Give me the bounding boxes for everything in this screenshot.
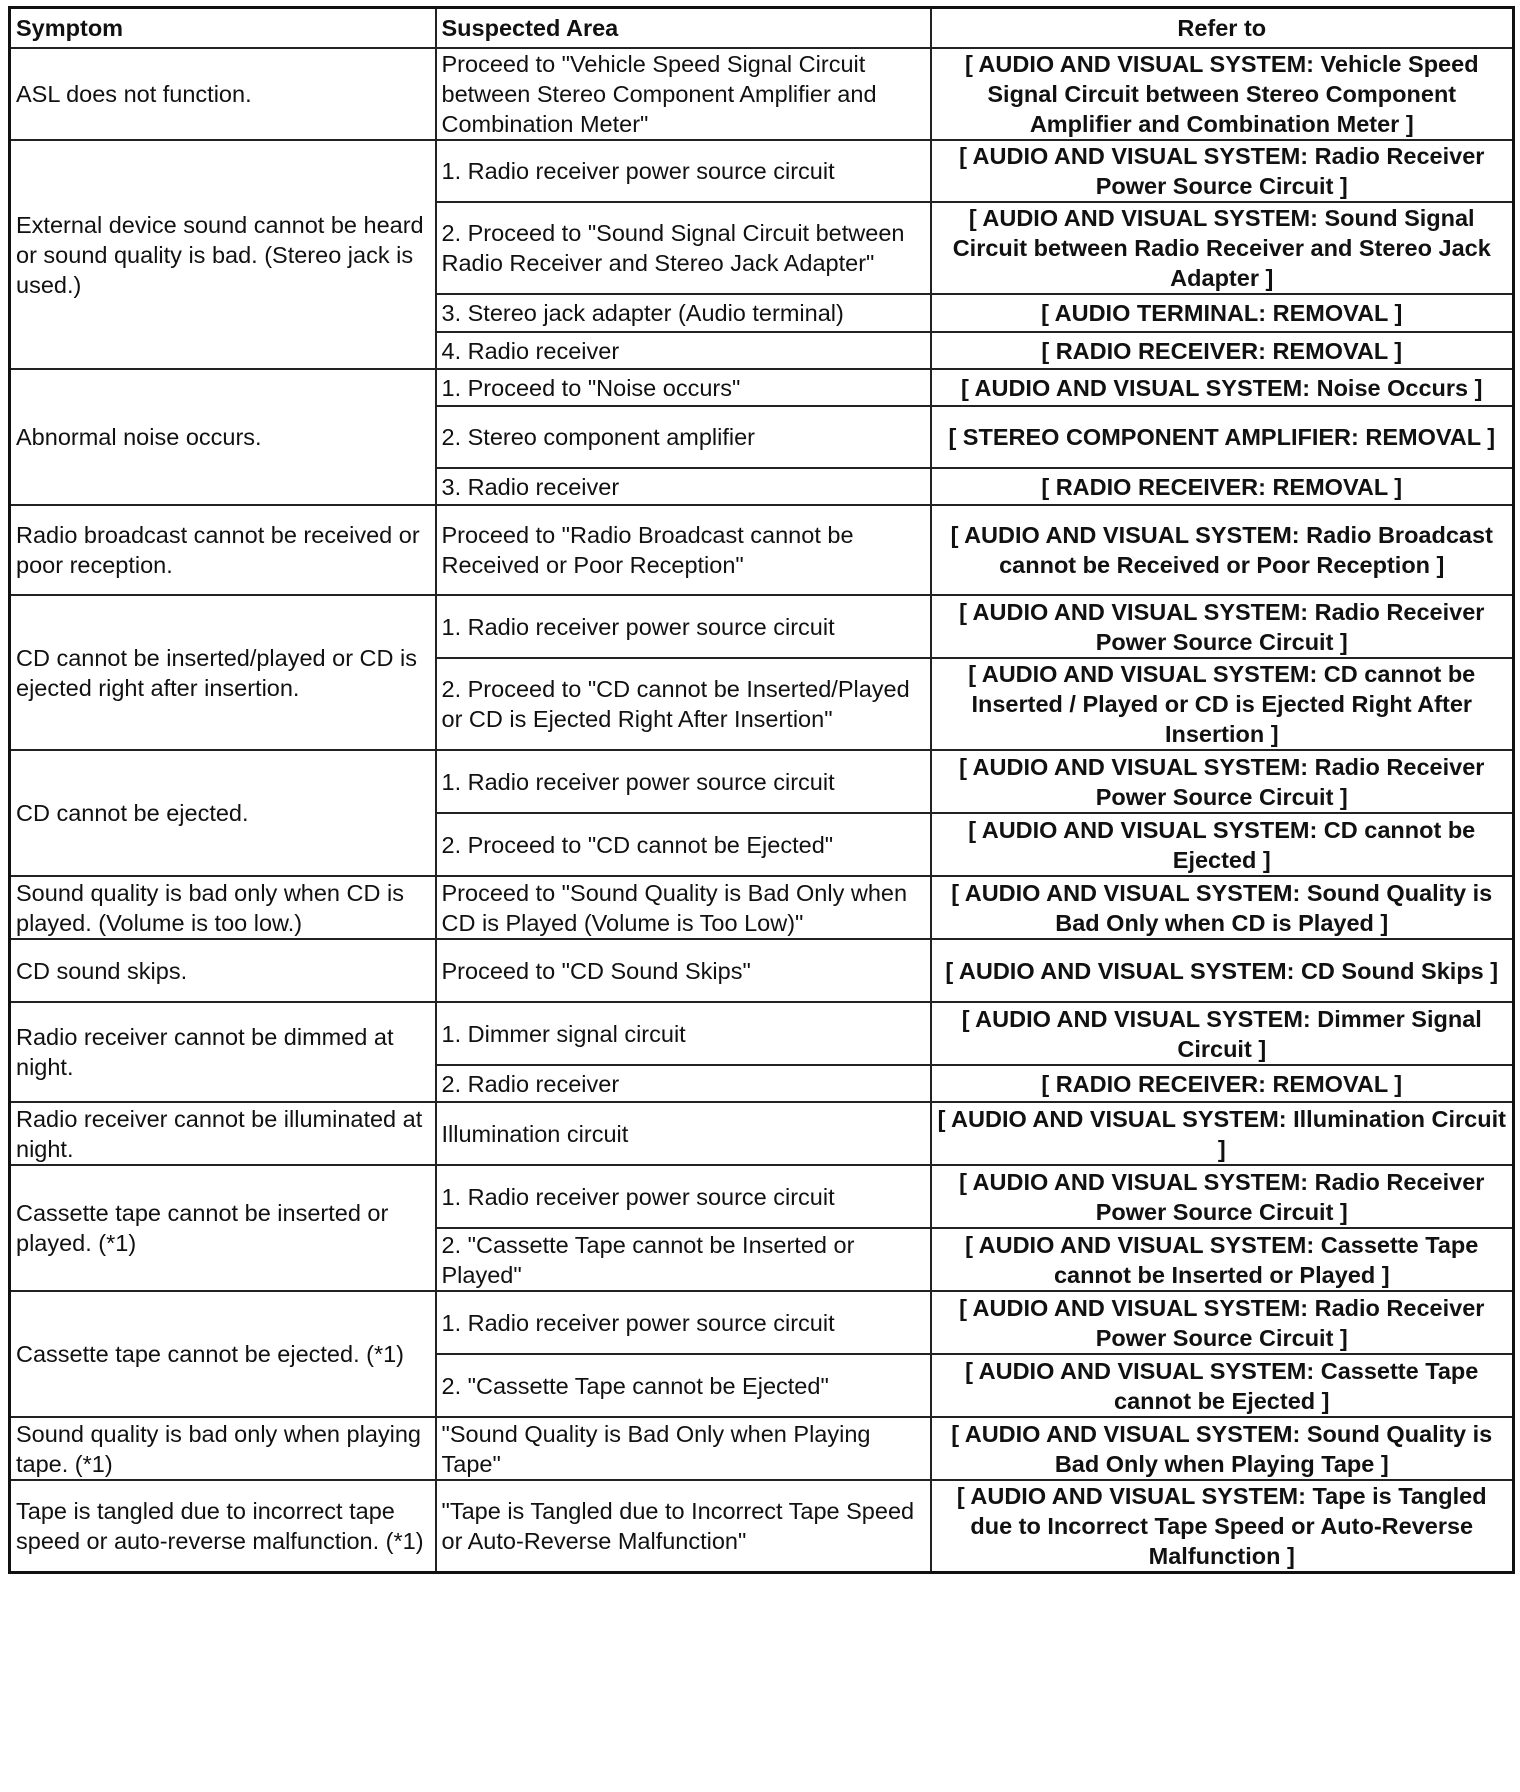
suspected-area-cell: 2. Stereo component amplifier [436, 406, 931, 468]
table-row [10, 1417, 1514, 1480]
table-row [10, 876, 1514, 939]
refer-to-cell: [ AUDIO AND VISUAL SYSTEM: Sound Quality is Bad Only when CD is Played ] [931, 876, 1514, 939]
suspected-area-cell: "Tape is Tangled due to Incorrect Tape Speed or Auto-Reverse Malfunction" [436, 1480, 931, 1573]
table-row [10, 1291, 1514, 1354]
refer-to-cell: [ STEREO COMPONENT AMPLIFIER: REMOVAL ] [931, 406, 1514, 468]
suspected-area-cell: 1. Radio receiver power source circuit [436, 1291, 931, 1354]
suspected-area-cell: 1. Radio receiver power source circuit [436, 140, 931, 202]
symptom-column-header: Symptom [10, 8, 436, 49]
refer-to-cell: [ RADIO RECEIVER: REMOVAL ] [931, 1065, 1514, 1102]
refer-to-cell: [ AUDIO AND VISUAL SYSTEM: Radio Receiver Power Source Circuit ] [931, 1165, 1514, 1228]
refer-to-cell: [ AUDIO AND VISUAL SYSTEM: Vehicle Speed Signal Circuit between Stereo Component Amplifier and Combination Meter ] [931, 48, 1514, 140]
refer-to-cell: [ RADIO RECEIVER: REMOVAL ] [931, 468, 1514, 505]
suspected-area-cell: 1. Dimmer signal circuit [436, 1002, 931, 1065]
symptom-cell: Radio receiver cannot be dimmed at night. [10, 1002, 436, 1102]
refer-to-cell: [ AUDIO AND VISUAL SYSTEM: Radio Receiver Power Source Circuit ] [931, 595, 1514, 658]
table-row [10, 1480, 1514, 1573]
suspected-area-cell: Proceed to "Sound Quality is Bad Only when CD is Played (Volume is Too Low)" [436, 876, 931, 939]
refer-to-cell: [ AUDIO AND VISUAL SYSTEM: Radio Broadcast cannot be Received or Poor Reception ] [931, 505, 1514, 595]
refer-to-cell: [ AUDIO AND VISUAL SYSTEM: Dimmer Signal Circuit ] [931, 1002, 1514, 1065]
table-row [10, 369, 1514, 406]
suspected-area-cell: 2. "Cassette Tape cannot be Ejected" [436, 1354, 931, 1417]
table-row [10, 140, 1514, 202]
table-body [10, 48, 1514, 1573]
refer-to-cell: [ AUDIO AND VISUAL SYSTEM: CD cannot be Ejected ] [931, 813, 1514, 876]
refer-to-cell: [ AUDIO AND VISUAL SYSTEM: Sound Quality is Bad Only when Playing Tape ] [931, 1417, 1514, 1480]
refer-to-cell: [ AUDIO AND VISUAL SYSTEM: Sound Signal Circuit between Radio Receiver and Stereo Jack Adapter ] [931, 202, 1514, 294]
refer-to-cell: [ AUDIO TERMINAL: REMOVAL ] [931, 294, 1514, 332]
table-row [10, 505, 1514, 595]
symptom-cell: CD cannot be inserted/played or CD is ejected right after insertion. [10, 595, 436, 750]
symptom-cell: Cassette tape cannot be ejected. (*1) [10, 1291, 436, 1417]
table-row [10, 1102, 1514, 1165]
symptom-cell: Abnormal noise occurs. [10, 369, 436, 505]
refer-to-cell: [ AUDIO AND VISUAL SYSTEM: Radio Receiver Power Source Circuit ] [931, 1291, 1514, 1354]
refer-to-cell: [ AUDIO AND VISUAL SYSTEM: Radio Receiver Power Source Circuit ] [931, 140, 1514, 202]
suspected-area-cell: 3. Stereo jack adapter (Audio terminal) [436, 294, 931, 332]
symptom-cell: CD sound skips. [10, 939, 436, 1002]
suspected-area-column-header: Suspected Area [436, 8, 931, 49]
refer-to-cell: [ AUDIO AND VISUAL SYSTEM: Noise Occurs ] [931, 369, 1514, 406]
refer-to-cell: [ AUDIO AND VISUAL SYSTEM: CD Sound Skips ] [931, 939, 1514, 1002]
suspected-area-cell: "Sound Quality is Bad Only when Playing Tape" [436, 1417, 931, 1480]
suspected-area-cell: Proceed to "Vehicle Speed Signal Circuit between Stereo Component Amplifier and Combination Meter" [436, 48, 931, 140]
refer-to-cell: [ AUDIO AND VISUAL SYSTEM: Cassette Tape cannot be Inserted or Played ] [931, 1228, 1514, 1291]
suspected-area-cell: 1. Proceed to "Noise occurs" [436, 369, 931, 406]
suspected-area-cell: 4. Radio receiver [436, 332, 931, 369]
suspected-area-cell: 2. Proceed to "CD cannot be Ejected" [436, 813, 931, 876]
suspected-area-cell: 1. Radio receiver power source circuit [436, 595, 931, 658]
table-row [10, 48, 1514, 140]
symptom-table-container [8, 6, 1512, 1574]
suspected-area-cell: 2. Radio receiver [436, 1065, 931, 1102]
symptom-cell: CD cannot be ejected. [10, 750, 436, 876]
table-row [10, 939, 1514, 1002]
suspected-area-cell: Proceed to "CD Sound Skips" [436, 939, 931, 1002]
symptom-cell: Radio broadcast cannot be received or poor reception. [10, 505, 436, 595]
suspected-area-cell: 2. Proceed to "Sound Signal Circuit between Radio Receiver and Stereo Jack Adapter" [436, 202, 931, 294]
suspected-area-cell: 3. Radio receiver [436, 468, 931, 505]
symptom-cell: Radio receiver cannot be illuminated at night. [10, 1102, 436, 1165]
table-row [10, 1002, 1514, 1065]
suspected-area-cell: Illumination circuit [436, 1102, 931, 1165]
symptom-cell: ASL does not function. [10, 48, 436, 140]
symptom-cell: Sound quality is bad only when CD is played. (Volume is too low.) [10, 876, 436, 939]
refer-to-column-header: Refer to [931, 8, 1514, 49]
table-row [10, 595, 1514, 658]
table-row [10, 750, 1514, 813]
symptom-cell: Sound quality is bad only when playing tape. (*1) [10, 1417, 436, 1480]
refer-to-cell: [ AUDIO AND VISUAL SYSTEM: Cassette Tape cannot be Ejected ] [931, 1354, 1514, 1417]
suspected-area-cell: 1. Radio receiver power source circuit [436, 1165, 931, 1228]
table-row [10, 1165, 1514, 1228]
symptom-table [8, 6, 1515, 1574]
symptom-cell: Cassette tape cannot be inserted or played. (*1) [10, 1165, 436, 1291]
suspected-area-cell: 1. Radio receiver power source circuit [436, 750, 931, 813]
symptom-cell: External device sound cannot be heard or sound quality is bad. (Stereo jack is used.) [10, 140, 436, 369]
refer-to-cell: [ AUDIO AND VISUAL SYSTEM: Tape is Tangled due to Incorrect Tape Speed or Auto-Reverse Malfunction ] [931, 1480, 1514, 1573]
suspected-area-cell: Proceed to "Radio Broadcast cannot be Received or Poor Reception" [436, 505, 931, 595]
refer-to-cell: [ AUDIO AND VISUAL SYSTEM: Illumination Circuit ] [931, 1102, 1514, 1165]
refer-to-cell: [ AUDIO AND VISUAL SYSTEM: CD cannot be Inserted / Played or CD is Ejected Right After Insertion ] [931, 658, 1514, 750]
suspected-area-cell: 2. Proceed to "CD cannot be Inserted/Played or CD is Ejected Right After Insertion" [436, 658, 931, 750]
refer-to-cell: [ RADIO RECEIVER: REMOVAL ] [931, 332, 1514, 369]
header-row [10, 8, 1514, 49]
suspected-area-cell: 2. "Cassette Tape cannot be Inserted or Played" [436, 1228, 931, 1291]
refer-to-cell: [ AUDIO AND VISUAL SYSTEM: Radio Receiver Power Source Circuit ] [931, 750, 1514, 813]
symptom-cell: Tape is tangled due to incorrect tape speed or auto-reverse malfunction. (*1) [10, 1480, 436, 1573]
